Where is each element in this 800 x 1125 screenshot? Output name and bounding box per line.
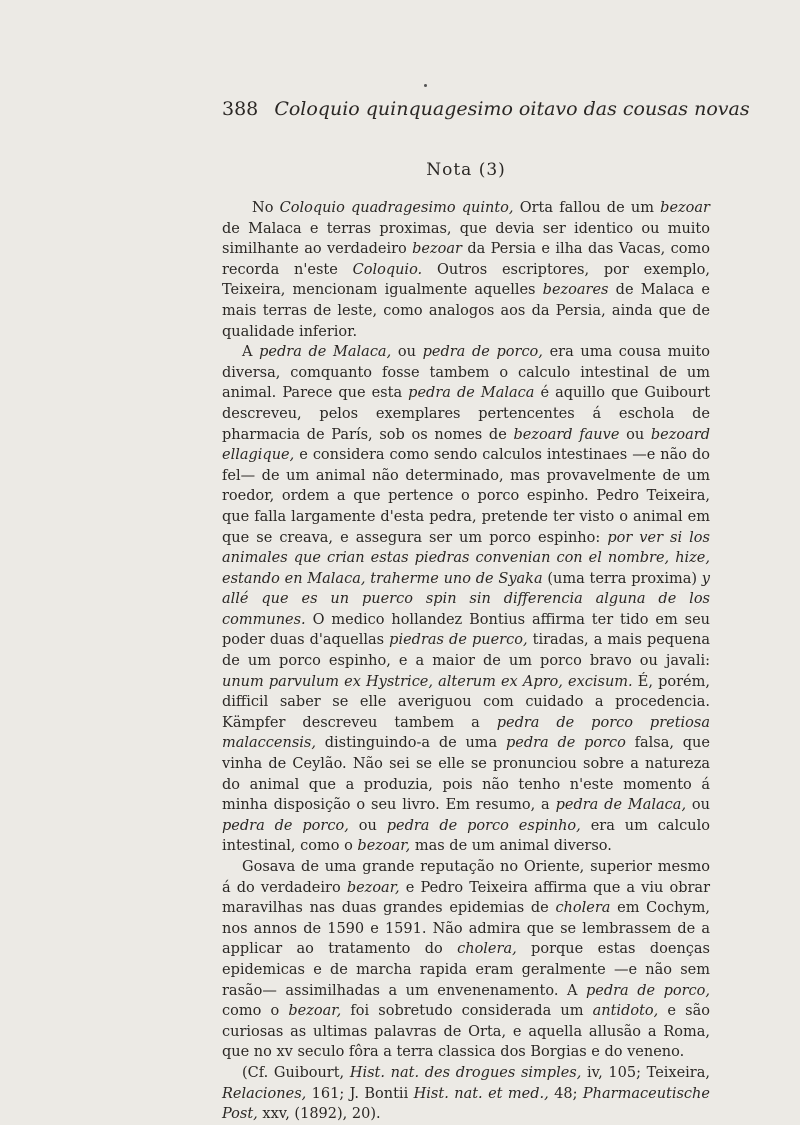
- text-run: era um calculo intestinal, como o: [222, 817, 710, 855]
- italic-run: pedra de porco,: [585, 982, 710, 999]
- text-run: em Cochym, nos annos de 1590 e 1591. Não admira que se lembrassem de a applicar ao tratamento do: [222, 900, 710, 958]
- italic-run: Relaciones,: [222, 1085, 307, 1102]
- note-heading: Nota (3): [426, 160, 506, 180]
- text-run: de Malaca e terras proximas, que devia ser identico ou muito similhante ao verdadeiro: [222, 220, 710, 258]
- text-run: falsa, que vinha de Ceylão. Não sei se elle se pronunciou sobre a natureza do animal que a produzia, pois não tenho n'este momento á minha disposição o seu livro. Em resumo, a: [222, 735, 710, 814]
- text-run: É, porém, difficil saber se elle averiguou com cuidado a procedencia. Kämpfer descreveu tambem a: [222, 673, 710, 731]
- text-run: tiradas, a mais pequena de um porco espinho, e a maior de um porco bravo ou javali:: [222, 632, 710, 670]
- text-run: Gosava de uma grande reputação no Oriente, superior mesmo á do verdadeiro: [222, 859, 710, 896]
- paragraph: [222, 1063, 710, 1125]
- paragraph: [222, 857, 710, 1063]
- italic-run: cholera: [555, 900, 611, 917]
- italic-run: pedra de porco,: [222, 817, 349, 834]
- text-run: No: [252, 200, 280, 216]
- text-run: ou: [619, 426, 651, 443]
- text-run: Outros escriptores, por exemplo, Teixeira, mencionam igualmente aquelles: [222, 261, 711, 299]
- text-run: porque estas doenças epidemicas e de marcha rapida eram geralmente —e não sem rasão— assimilhadas a um envenenamento. A: [222, 941, 710, 999]
- note-body: [222, 198, 710, 1125]
- text-run: e são curiosas as ultimas palavras de Orta, e aquella allusão a Roma, que no xv seculo fôra a terra classica dos Borgias e do veneno.: [222, 1003, 710, 1061]
- text-run: (Cf. Guibourt,: [242, 1064, 350, 1081]
- text-run: distinguindo-a de uma: [315, 735, 506, 752]
- text-run: e Pedro Teixeira affirma que a viu obrar maravilhas nas duas grandes epidemias de: [222, 879, 710, 917]
- text-run: ou: [348, 817, 387, 834]
- text-run: de Malaca e mais terras de leste, como analogos aos da Persia, ainda que de qualidade inferior.: [222, 282, 711, 340]
- paragraph: [222, 342, 710, 857]
- paragraph: [222, 198, 710, 342]
- text-run: era uma cousa muito diversa, comquanto fosse tambem o calculo intestinal de um animal. Parece que esta: [222, 344, 710, 402]
- text-run: e considera como sendo calculos intestinaes —e não do fel— de um animal não determinado, mas provavelmente de um roedor, ordem a que pertence o porco espinho. Pedro Teixeira, que falla largamente d'esta pedra, pretende ter visto o animal em que se creava, e assegura ser um porco espinho:: [222, 447, 710, 546]
- italic-run: cholera,: [457, 941, 517, 958]
- italic-run: pedra de porco espinho,: [386, 817, 581, 834]
- italic-run: pedra de porco pretiosa malaccensis,: [222, 714, 710, 752]
- italic-run: pedra de Malaca,: [259, 344, 392, 361]
- italic-run: antidoto,: [592, 1003, 659, 1020]
- italic-run: bezoar,: [346, 879, 400, 896]
- italic-run: y allé que es un puerco spin sin differencia alguna de los communes.: [222, 570, 710, 628]
- text-run: iv, 105; Teixeira,: [581, 1064, 710, 1081]
- text-run: ou: [686, 797, 711, 814]
- running-title: Coloquio quinquagesimo oitavo das cousas novas: [274, 98, 750, 120]
- italic-run: Hist. nat. des drogues simples,: [349, 1064, 582, 1081]
- text-run: (uma terra proxima): [542, 570, 702, 587]
- italic-run: Coloquio quadragesimo quinto,: [279, 200, 514, 216]
- text-run: O medico hollandez Bontius affirma ter tido em seu poder duas d'aquellas: [222, 611, 710, 649]
- italic-run: Pharmaceutische Post,: [222, 1085, 710, 1123]
- print-speck: [424, 84, 427, 87]
- text-run: Orta fallou de um: [513, 200, 661, 216]
- italic-run: por ver si los animales que crian estas piedras convenian con el nombre, hize, estando en Malaca, traherme uno de Syaka: [222, 529, 710, 587]
- text-run: da Persia e ilha das Vacas, como recorda n'este: [222, 241, 711, 278]
- text-run: mas de um animal diverso.: [410, 838, 612, 855]
- italic-run: bezoar: [660, 200, 710, 216]
- text-run: como o: [222, 1003, 289, 1020]
- italic-run: pedra de porco: [505, 735, 626, 752]
- italic-run: bezoar,: [288, 1003, 342, 1020]
- italic-run: bezoard fauve: [513, 426, 620, 443]
- italic-run: bezoar: [412, 241, 462, 258]
- italic-run: Hist. nat. et med.,: [413, 1085, 549, 1102]
- text-run: 48;: [548, 1085, 583, 1102]
- italic-run: bezoar,: [357, 838, 411, 855]
- italic-run: unum parvulum ex Hystrice, alterum ex Apro, excisum.: [222, 673, 633, 690]
- italic-run: pedra de porco,: [422, 344, 543, 361]
- text-run: A: [242, 344, 260, 361]
- italic-run: pedra de Malaca,: [555, 797, 687, 814]
- italic-run: pedra de Malaca: [408, 385, 535, 402]
- italic-run: bezoard ellagique,: [222, 426, 710, 464]
- text-run: é aquillo que Guibourt descreveu, pelos exemplares pertencentes á eschola de pharmacia de París, sob os nomes de: [222, 385, 711, 443]
- text-run: ou: [391, 344, 423, 361]
- italic-run: Coloquio.: [352, 261, 423, 278]
- italic-run: piedras de puerco,: [389, 632, 528, 649]
- text-run: 161; J. Bontii: [306, 1085, 414, 1102]
- page-number: 388: [222, 98, 259, 120]
- text-run: xxv, (1892), 20).: [257, 1106, 381, 1123]
- italic-run: bezoares: [542, 282, 609, 299]
- running-head: [222, 98, 750, 120]
- text-run: foi sobretudo considerada um: [341, 1003, 593, 1020]
